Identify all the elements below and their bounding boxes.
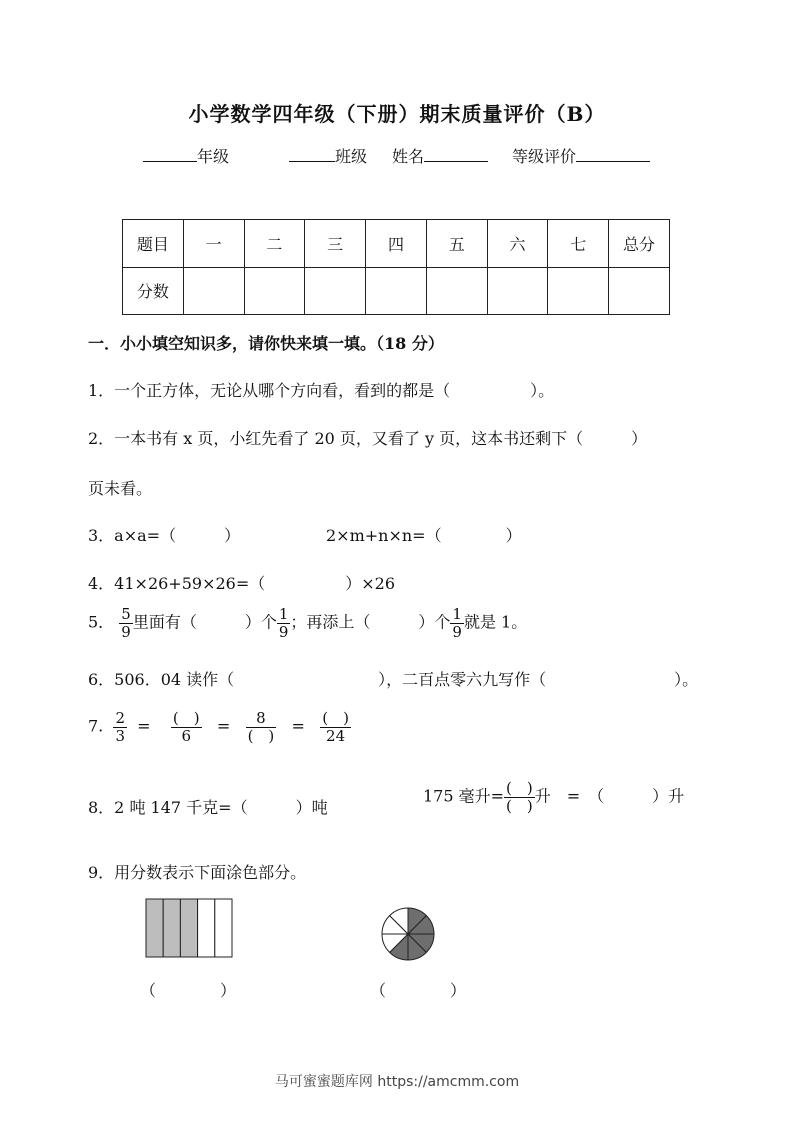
score-table-score-row xyxy=(123,267,670,315)
name-blank[interactable] xyxy=(424,147,488,162)
equals-sign: = xyxy=(291,716,305,736)
question-8b xyxy=(423,780,684,814)
table-cell: 二 xyxy=(244,220,305,268)
equals-sign: = xyxy=(137,716,151,736)
numerator: 8 xyxy=(256,709,266,727)
numerator: 1 xyxy=(452,605,462,623)
footer-watermark: 马可蜜蜜题库网 https://amcmm.com xyxy=(274,1074,520,1090)
fraction xyxy=(246,710,277,744)
fraction xyxy=(119,606,133,640)
score-input-cell[interactable] xyxy=(305,267,366,315)
denominator-blank[interactable]: ( ) xyxy=(247,726,275,745)
denominator: 9 xyxy=(452,622,462,641)
question-9: 9．用分数表示下面涂色部分。 xyxy=(88,863,307,882)
score-table-header-row xyxy=(123,220,670,268)
table-cell: 七 xyxy=(548,220,609,268)
equals-sign: = xyxy=(216,716,231,736)
rectangle-strip xyxy=(180,899,197,957)
table-cell: 四 xyxy=(366,220,427,268)
table-cell: 一 xyxy=(183,220,244,268)
question-1: 1．一个正方体，无论从哪个方向看，看到的都是（ ）。 xyxy=(88,381,555,400)
denominator: 9 xyxy=(121,622,131,641)
name-label: 姓名 xyxy=(392,147,425,166)
table-cell: 分数 xyxy=(123,267,184,315)
class-label: 班级 xyxy=(335,147,368,166)
question-text: 就是 1。 xyxy=(463,612,528,632)
rectangle-strip xyxy=(146,899,163,957)
rectangle-strip xyxy=(198,899,215,957)
answer-blank-1[interactable]: （ ） xyxy=(140,981,237,1000)
rating-label: 等级评价 xyxy=(512,147,577,166)
question-3a: 3．a×a=（ ） xyxy=(88,526,241,545)
numerator: 2 xyxy=(115,709,125,727)
score-input-cell[interactable] xyxy=(487,267,548,315)
fraction xyxy=(171,710,202,744)
denominator: 3 xyxy=(115,726,125,745)
rectangle-strip xyxy=(163,899,180,957)
table-cell: 题目 xyxy=(123,220,184,268)
question-7 xyxy=(88,710,351,744)
question-text: 升 = （ ）升 xyxy=(534,786,685,806)
rating-blank[interactable] xyxy=(576,147,650,162)
answer-blank-2[interactable]: （ ） xyxy=(370,981,467,1000)
score-input-cell[interactable] xyxy=(609,267,670,315)
score-input-cell[interactable] xyxy=(244,267,305,315)
question-5 xyxy=(88,606,527,640)
denominator: 24 xyxy=(320,727,351,745)
question-text: 里面有（ ）个 xyxy=(132,612,277,632)
table-cell: 三 xyxy=(305,220,366,268)
denominator: 9 xyxy=(278,622,289,641)
question-2: 2．一本书有 x 页，小红先看了 20 页，又看了 y 页，这本书还剩下（ ） xyxy=(88,429,648,448)
fraction xyxy=(504,780,535,814)
fraction xyxy=(320,710,351,744)
fraction xyxy=(113,710,127,744)
denominator: 6 xyxy=(171,727,202,745)
fraction xyxy=(277,606,291,640)
score-input-cell[interactable] xyxy=(183,267,244,315)
question-text: 175 毫升= xyxy=(423,786,505,806)
shaded-circle-figure xyxy=(380,906,436,962)
fraction xyxy=(450,606,464,640)
table-cell: 六 xyxy=(487,220,548,268)
score-table xyxy=(122,219,670,315)
question-number: 7. xyxy=(88,716,104,736)
rectangle-strip xyxy=(215,899,232,957)
score-input-cell[interactable] xyxy=(366,267,427,315)
numerator: 1 xyxy=(278,605,289,623)
score-input-cell[interactable] xyxy=(548,267,609,315)
class-blank[interactable] xyxy=(289,147,335,162)
shaded-rectangle-figure xyxy=(145,898,235,960)
question-6: 6．506．04 读作（ ），二百点零六九写作（ ）。 xyxy=(88,670,699,689)
numerator-blank[interactable]: ( ) xyxy=(172,709,200,727)
question-3b: 2×m+n×n=（ ） xyxy=(326,526,522,545)
grade-blank[interactable] xyxy=(143,147,197,162)
numerator: 5 xyxy=(121,605,131,623)
table-cell: 总分 xyxy=(609,220,670,268)
denominator-blank[interactable]: ( ) xyxy=(506,796,533,815)
question-2-continued: 页未看。 xyxy=(88,479,153,498)
page-title: 小学数学四年级（下册）期末质量评价（B） xyxy=(188,102,606,126)
question-number: 5． xyxy=(88,612,115,632)
numerator-blank[interactable]: ( ) xyxy=(506,779,533,797)
table-cell: 五 xyxy=(426,220,487,268)
score-input-cell[interactable] xyxy=(426,267,487,315)
grade-label: 年级 xyxy=(197,147,230,166)
numerator-blank[interactable]: ( ) xyxy=(322,709,349,727)
section-heading-1: 一．小小填空知识多，请你快来填一填。（18 分） xyxy=(88,334,444,353)
question-4: 4．41×26+59×26=（ ）×26 xyxy=(88,574,396,593)
question-8a: 8．2 吨 147 千克=（ ）吨 xyxy=(88,798,328,817)
question-text: ；再添上（ ）个 xyxy=(290,612,451,632)
